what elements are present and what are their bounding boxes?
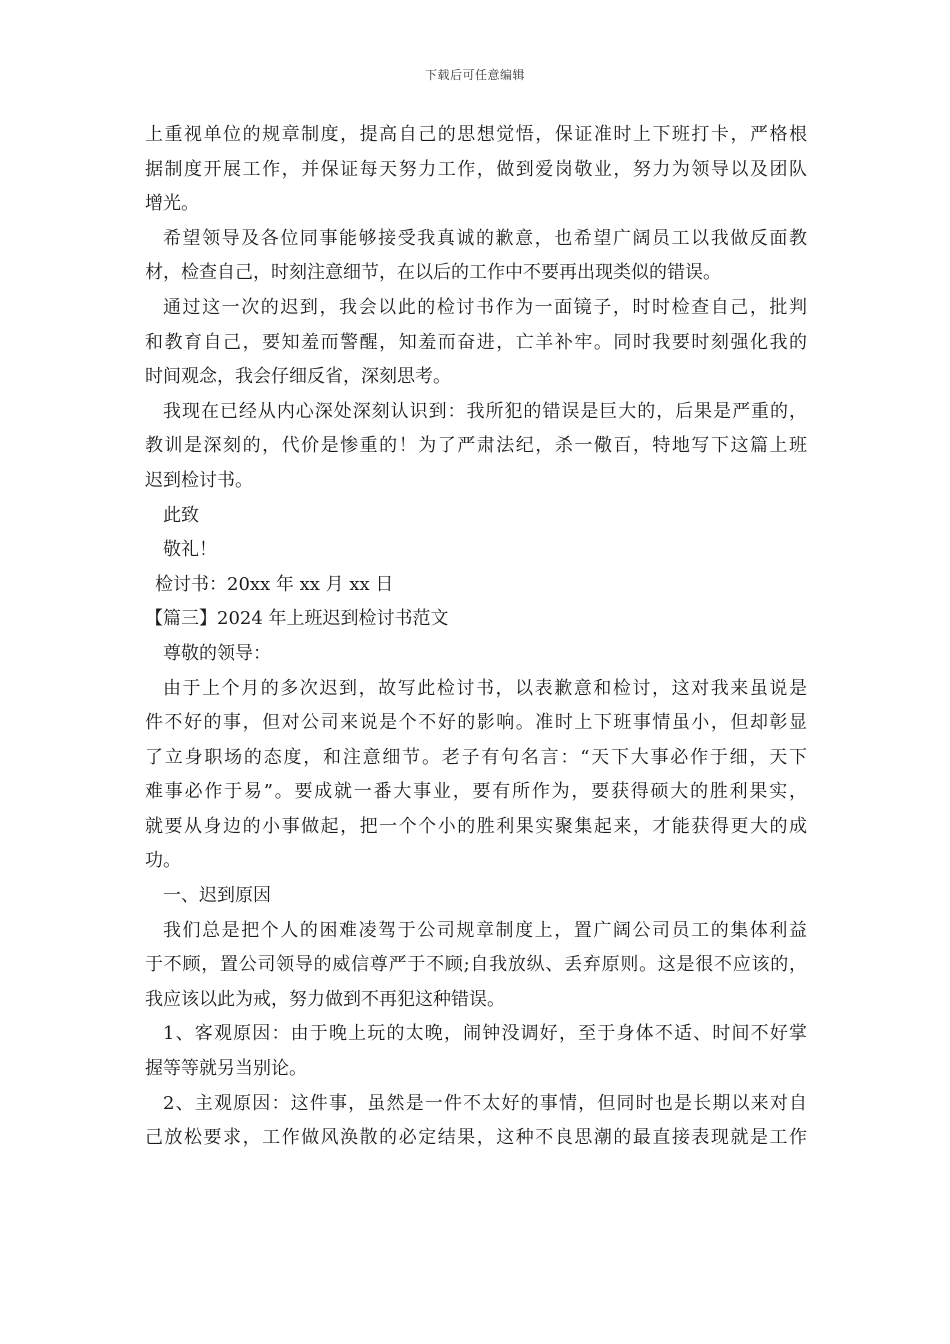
text-line: 检讨书：20xx 年 xx 月 xx 日: [155, 573, 394, 595]
text-line: 己放松要求，工作做风涣散的必定结果，这种不良思潮的最直接表现就是工作: [145, 1127, 807, 1149]
text-line: 敬礼！: [163, 539, 217, 561]
text-line: 握等等就另当别论。: [145, 1058, 307, 1080]
text-line: 此致: [163, 504, 199, 526]
text-line: 尊敬的领导：: [163, 642, 271, 664]
text-line: 时间观念，我会仔细反省，深刻思考。: [145, 366, 451, 388]
text-line: 我们总是把个人的困难凌驾于公司规章制度上，置广阔公司员工的集体利益: [163, 919, 807, 941]
text-line: 就要从身边的小事做起，把一个个小的胜利果实聚集起来，才能获得更大的成: [145, 815, 807, 837]
text-line: 据制度开展工作，并保证每天努力工作，做到爱岗敬业，努力为领导以及团队: [145, 158, 807, 180]
text-line: 【篇三】2024 年上班迟到检讨书范文: [145, 608, 449, 630]
text-line: 增光。: [145, 193, 199, 215]
text-line: 难事必作于易”。要成就一番大事业，要有所作为，要获得硕大的胜利果实，: [145, 781, 807, 803]
text-line: 了立身职场的态度，和注意细节。老子有句名言：“天下大事必作于细，天下: [145, 746, 807, 768]
text-line: 希望领导及各位同事能够接受我真诚的歉意，也希望广阔员工以我做反面教: [163, 227, 807, 249]
text-line: 于不顾，置公司领导的威信尊严于不顾;自我放纵、丢弃原则。这是很不应该的，: [145, 954, 807, 976]
text-line: 和教育自己，要知羞而警醒，知羞而奋进，亡羊补牢。同时我要时刻强化我的: [145, 331, 807, 353]
text-line: 通过这一次的迟到，我会以此的检讨书作为一面镜子，时时检查自己，批判: [163, 296, 807, 318]
text-line: 材，检查自己，时刻注意细节，在以后的工作中不要再出现类似的错误。: [145, 262, 721, 284]
text-line: 功。: [145, 850, 181, 872]
text-line: 教训是深刻的，代价是惨重的！为了严肃法纪，杀一儆百，特地写下这篇上班: [145, 435, 807, 457]
text-line: 1、客观原因：由于晚上玩的太晚，闹钟没调好，至于身体不适、时间不好掌: [163, 1023, 807, 1045]
document-body: [145, 118, 807, 1156]
text-line: 由于上个月的多次迟到，故写此检讨书，以表歉意和检讨，这对我来虽说是: [163, 677, 807, 699]
page-header: 下载后可任意编辑: [424, 68, 525, 82]
text-line: 我现在已经从内心深处深刻认识到：我所犯的错误是巨大的，后果是严重的，: [163, 400, 807, 422]
text-line: 迟到检讨书。: [145, 469, 253, 491]
text-line: 我应该以此为戒，努力做到不再犯这种错误。: [145, 988, 505, 1010]
text-line: 2、主观原因：这件事，虽然是一件不太好的事情，但同时也是长期以来对自: [163, 1092, 807, 1114]
text-line: 件不好的事，但对公司来说是个不好的影响。准时上下班事情虽小，但却彰显: [145, 712, 807, 734]
text-line: 一、迟到原因: [163, 885, 271, 907]
text-line: 上重视单位的规章制度，提高自己的思想觉悟，保证准时上下班打卡，严格根: [145, 124, 807, 145]
